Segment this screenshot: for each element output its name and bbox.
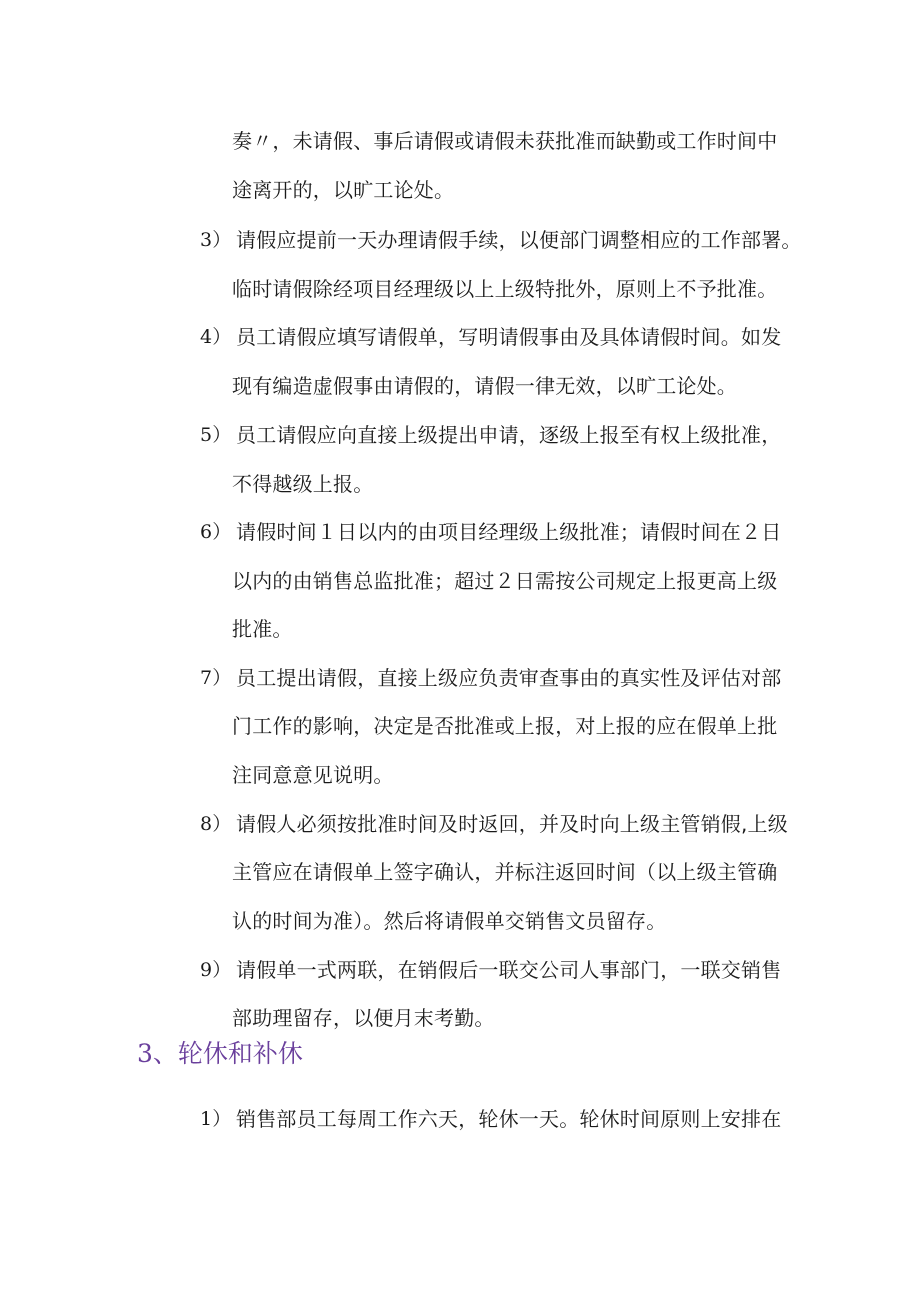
- text-line: 销售部员工每周工作六天，轮休一天。轮休时间原则上安排在: [236, 1107, 782, 1131]
- text-line: 员工请假应填写请假单，写明请假事由及具体请假时间。如发: [236, 325, 782, 349]
- text-line: 临时请假除经项目经理级以上上级特批外，原则上不予批准。: [232, 277, 778, 301]
- text-line: 请假人必须按批准时间及时返回，并及时向上级主管销假,上级: [236, 812, 788, 836]
- text-line: 不得越级上报。: [232, 472, 374, 496]
- list-number: 4）: [200, 326, 232, 348]
- text-line: 请假单一式两联，在销假后一联交公司人事部门，一联交销售: [236, 958, 782, 982]
- text-line: 途离开的，以旷工论处。: [232, 178, 455, 202]
- section-heading: 3、轮休和补休: [137, 1039, 303, 1068]
- list-number: 6）: [200, 521, 232, 543]
- text-line: 注同意意见说明。: [232, 763, 394, 787]
- text-line: 认的时间为准）。然后将请假单交销售文员留存。: [232, 909, 667, 933]
- text-line: 以内的由销售总监批准；超过２日需按公司规定上报更高上级: [232, 569, 778, 593]
- text-line: 门工作的影响，决定是否批准或上报，对上报的应在假单上批: [232, 714, 778, 738]
- text-line: 现有编造虚假事由请假的，请假一律无效，以旷工论处。: [232, 374, 737, 398]
- text-line: 奏〃，未请假、事后请假或请假未获批准而缺勤或工作时间中: [232, 129, 778, 153]
- text-line: 员工请假应向直接上级提出申请，逐级上报至有权上级批准，: [236, 423, 782, 447]
- list-number: 3）: [200, 229, 232, 251]
- text-line: 部助理留存，以便月末考勤。: [232, 1006, 495, 1030]
- text-line: 主管应在请假单上签字确认，并标注返回时间（以上级主管确: [232, 860, 778, 884]
- text-line: 请假时间１日以内的由项目经理级上级批准；请假时间在２日: [236, 520, 782, 544]
- text-line: 员工提出请假，直接上级应负责审查事由的真实性及评估对部: [236, 666, 782, 690]
- list-number: 9）: [200, 959, 232, 981]
- list-number: 8）: [200, 813, 232, 835]
- text-line: 批准。: [232, 617, 293, 641]
- list-number: 5）: [200, 424, 232, 446]
- list-number: 1）: [200, 1108, 232, 1130]
- list-number: 7）: [200, 667, 232, 689]
- text-line: 请假应提前一天办理请假手续，以便部门调整相应的工作部署。: [236, 228, 802, 252]
